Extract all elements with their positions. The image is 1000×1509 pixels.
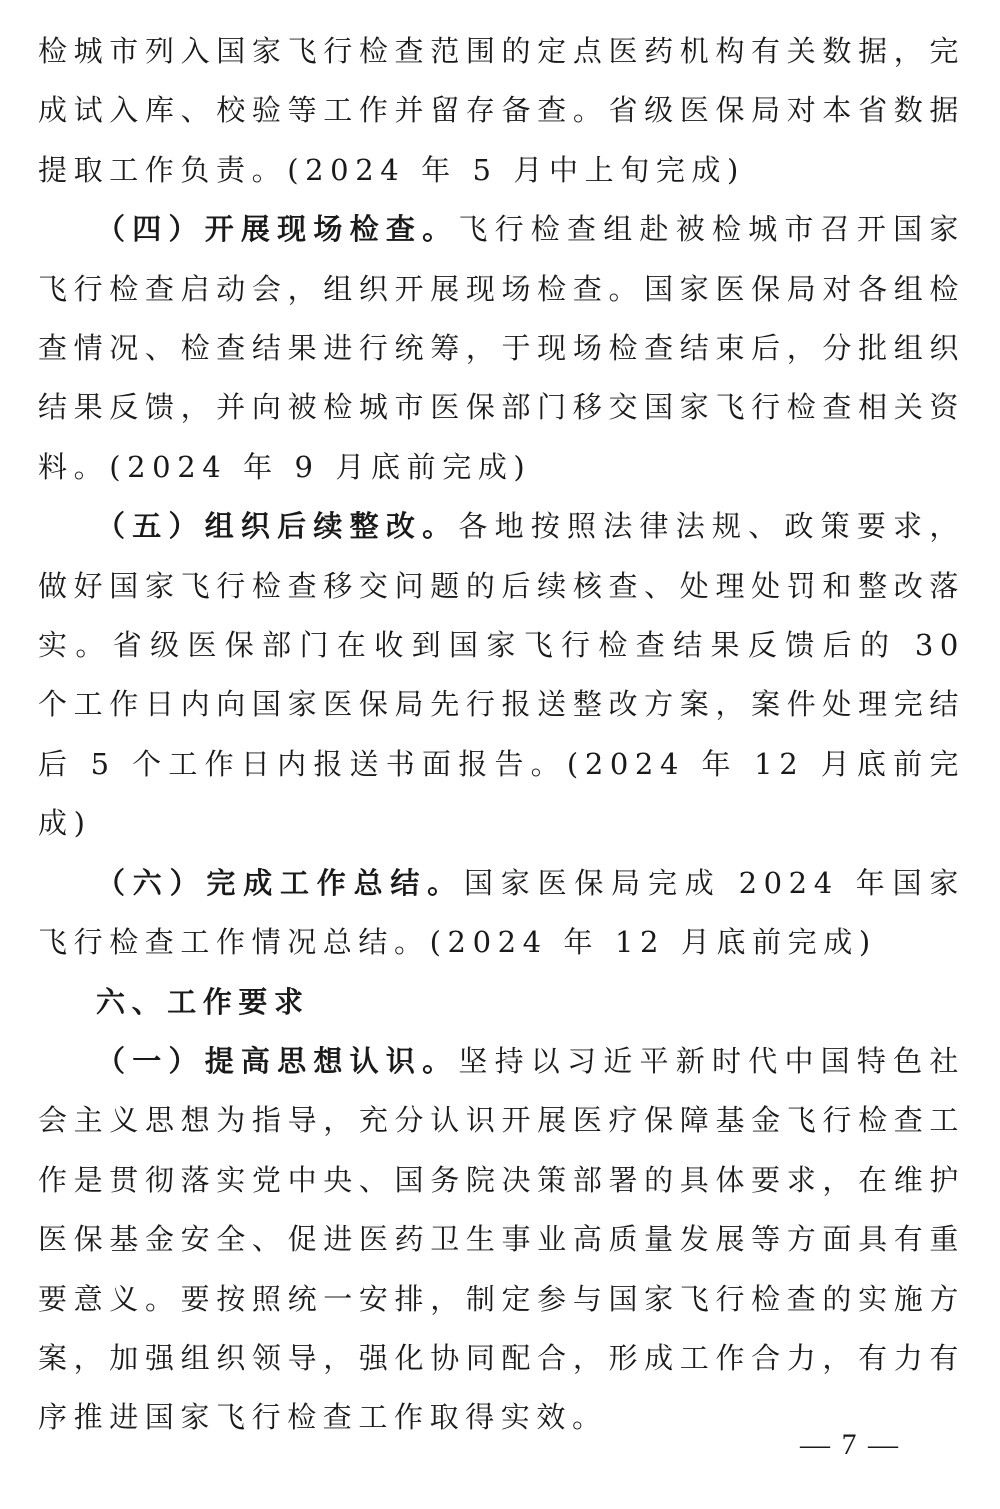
paragraph-text: 检城市列入国家飞行检查范围的定点医药机构有关数据，完成试入库、校验等工作并留存备查。省级医保局对本省数据提取工作负责。(2024 年 5 月中上旬完成): [38, 34, 965, 187]
paragraph-summary: [38, 854, 965, 973]
paragraph-title: （一）提高思想认识。: [96, 1043, 459, 1078]
paragraph-awareness: [38, 1032, 965, 1448]
page-number: — 7 —: [800, 1428, 900, 1461]
paragraph-text: 各地按照法律法规、政策要求，做好国家飞行检查移交问题的后续核查、处理处罚和整改落实。省级医保部门在收到国家飞行检查结果反馈后的 30 个工作日内向国家医保局先行报送整改方案，案件处理完结后 5 个工作日内报送书面报告。(2024 年 12 月底前完成): [38, 509, 965, 841]
paragraph-title: （四）开展现场检查。: [96, 212, 459, 247]
paragraph-rectification: [38, 497, 965, 853]
paragraph-text: 国家医保局完成 2024 年国家飞行检查工作情况总结。(2024 年 12 月底前完成): [38, 865, 965, 960]
paragraph-text: 坚持以习近平新时代中国特色社会主义思想为指导，充分认识开展医疗保障基金飞行检查工作是贯彻落实党中央、国务院决策部署的具体要求，在维护医保基金安全、促进医药卫生事业高质量发展等方面具有重要意义。要按照统一安排，制定参与国家飞行检查的实施方案，加强组织领导，强化协同配合，形成工作合力，有力有序推进国家飞行检查工作取得实效。: [38, 1043, 965, 1435]
section-heading: 六、工作要求: [96, 984, 310, 1019]
paragraph-title: （六）完成工作总结。: [96, 865, 464, 900]
paragraph-text: 飞行检查组赴被检城市召开国家飞行检查启动会，组织开展现场检查。国家医保局对各组检查情况、检查结果进行统筹，于现场检查结束后，分批组织结果反馈，并向被检城市医保部门移交国家飞行检查相关资料。(2024 年 9 月底前完成): [38, 212, 965, 484]
paragraph-title: （五）组织后续整改。: [96, 509, 459, 544]
paragraph-data-collection: [38, 22, 965, 200]
paragraph-onsite-inspection: [38, 200, 965, 497]
